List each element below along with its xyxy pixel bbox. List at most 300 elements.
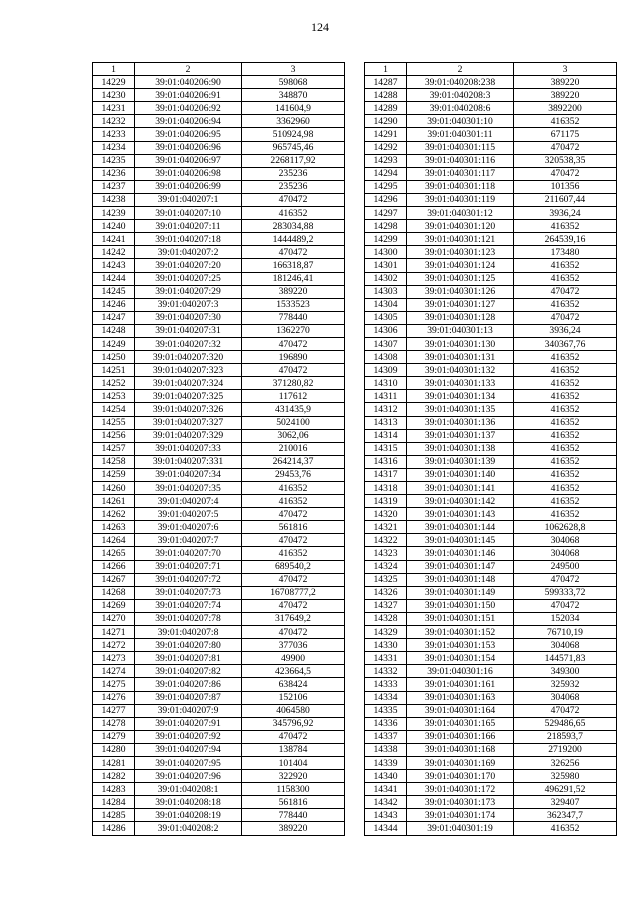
row-number-cell: 14251 xyxy=(93,364,135,377)
cadastral-number-cell: 39:01:040208:1 xyxy=(135,783,242,796)
table-row xyxy=(365,220,617,233)
table-row xyxy=(93,207,345,220)
value-cell: 3936,24 xyxy=(514,207,617,220)
row-number-cell: 14301 xyxy=(365,259,407,272)
row-number-cell: 14253 xyxy=(93,390,135,403)
value-cell: 470472 xyxy=(242,337,345,350)
cadastral-number-cell: 39:01:040301:164 xyxy=(407,704,514,717)
value-cell: 778440 xyxy=(242,311,345,324)
value-cell: 599333,72 xyxy=(514,586,617,599)
table-row xyxy=(365,259,617,272)
cadastral-number-cell: 39:01:040207:327 xyxy=(135,416,242,429)
table-row xyxy=(93,783,345,796)
cadastral-number-cell: 39:01:040206:98 xyxy=(135,167,242,180)
row-number-cell: 14323 xyxy=(365,547,407,560)
cadastral-number-cell: 39:01:040301:126 xyxy=(407,285,514,298)
cadastral-number-cell: 39:01:040208:6 xyxy=(407,102,514,115)
value-cell: 283034,88 xyxy=(242,220,345,233)
row-number-cell: 14330 xyxy=(365,639,407,652)
row-number-cell: 14295 xyxy=(365,180,407,193)
cadastral-number-cell: 39:01:040301:170 xyxy=(407,770,514,783)
row-number-cell: 14341 xyxy=(365,783,407,796)
table-row xyxy=(93,429,345,442)
cadastral-number-cell: 39:01:040301:141 xyxy=(407,482,514,495)
table-row xyxy=(93,180,345,193)
row-number-cell: 14262 xyxy=(93,508,135,521)
cadastral-number-cell: 39:01:040207:82 xyxy=(135,665,242,678)
row-number-cell: 14339 xyxy=(365,756,407,769)
cadastral-number-cell: 39:01:040301:144 xyxy=(407,521,514,534)
table-row xyxy=(365,796,617,809)
row-number-cell: 14324 xyxy=(365,560,407,573)
row-number-cell: 14286 xyxy=(93,822,135,835)
row-number-cell: 14275 xyxy=(93,678,135,691)
table-row xyxy=(365,180,617,193)
cadastral-number-cell: 39:01:040301:165 xyxy=(407,717,514,730)
row-number-cell: 14316 xyxy=(365,455,407,468)
row-number-cell: 14255 xyxy=(93,416,135,429)
row-number-cell: 14247 xyxy=(93,311,135,324)
table-row xyxy=(93,534,345,547)
value-cell: 340367,76 xyxy=(514,337,617,350)
cadastral-number-cell: 39:01:040301:124 xyxy=(407,259,514,272)
value-cell: 470472 xyxy=(242,599,345,612)
table-row xyxy=(365,141,617,154)
value-cell: 416352 xyxy=(242,482,345,495)
value-cell: 561816 xyxy=(242,521,345,534)
value-cell: 416352 xyxy=(514,403,617,416)
row-number-cell: 14340 xyxy=(365,770,407,783)
row-number-cell: 14343 xyxy=(365,809,407,822)
table-row xyxy=(365,743,617,756)
value-cell: 416352 xyxy=(514,416,617,429)
table-row xyxy=(365,521,617,534)
row-number-cell: 14337 xyxy=(365,730,407,743)
table-row xyxy=(93,351,345,364)
value-cell: 304068 xyxy=(514,534,617,547)
value-cell: 349300 xyxy=(514,665,617,678)
table-row xyxy=(93,809,345,822)
cadastral-number-cell: 39:01:040207:71 xyxy=(135,560,242,573)
row-number-cell: 14308 xyxy=(365,351,407,364)
value-cell: 235236 xyxy=(242,180,345,193)
table-row xyxy=(365,390,617,403)
table-row xyxy=(93,508,345,521)
table-row xyxy=(365,102,617,115)
row-number-cell: 14338 xyxy=(365,743,407,756)
table-row xyxy=(365,115,617,128)
value-cell: 470472 xyxy=(514,167,617,180)
value-cell: 325980 xyxy=(514,770,617,783)
row-number-cell: 14297 xyxy=(365,207,407,220)
table-row xyxy=(365,482,617,495)
cadastral-number-cell: 39:01:040207:73 xyxy=(135,586,242,599)
cadastral-number-cell: 39:01:040301:140 xyxy=(407,468,514,481)
row-number-cell: 14296 xyxy=(365,193,407,206)
row-number-cell: 14293 xyxy=(365,154,407,167)
table-row xyxy=(93,337,345,350)
cadastral-number-cell: 39:01:040207:92 xyxy=(135,730,242,743)
row-number-cell: 14232 xyxy=(93,115,135,128)
cadastral-number-cell: 39:01:040301:161 xyxy=(407,678,514,691)
row-number-cell: 14328 xyxy=(365,612,407,625)
row-number-cell: 14289 xyxy=(365,102,407,115)
table-row xyxy=(365,573,617,586)
table-row xyxy=(365,547,617,560)
cadastral-number-cell: 39:01:040207:11 xyxy=(135,220,242,233)
value-cell: 166318,87 xyxy=(242,259,345,272)
row-number-cell: 14243 xyxy=(93,259,135,272)
row-number-cell: 14271 xyxy=(93,626,135,639)
table-row xyxy=(93,233,345,246)
row-number-cell: 14333 xyxy=(365,678,407,691)
value-cell: 1062628,8 xyxy=(514,521,617,534)
cadastral-number-cell: 39:01:040207:326 xyxy=(135,403,242,416)
table-row xyxy=(365,730,617,743)
table-row xyxy=(93,89,345,102)
cadastral-number-cell: 39:01:040301:150 xyxy=(407,599,514,612)
table-row xyxy=(93,298,345,311)
cadastral-number-cell: 39:01:040207:30 xyxy=(135,311,242,324)
cadastral-number-cell: 39:01:040301:125 xyxy=(407,272,514,285)
value-cell: 1444489,2 xyxy=(242,233,345,246)
row-number-cell: 14320 xyxy=(365,508,407,521)
value-cell: 371280,82 xyxy=(242,377,345,390)
cadastral-number-cell: 39:01:040301:12 xyxy=(407,207,514,220)
table-row xyxy=(93,678,345,691)
table-row xyxy=(93,272,345,285)
value-cell: 470472 xyxy=(242,626,345,639)
cadastral-number-cell: 39:01:040301:147 xyxy=(407,560,514,573)
cadastral-number-cell: 39:01:040206:96 xyxy=(135,141,242,154)
cadastral-number-cell: 39:01:040301:120 xyxy=(407,220,514,233)
value-cell: 510924,98 xyxy=(242,128,345,141)
cadastral-number-cell: 39:01:040301:153 xyxy=(407,639,514,652)
cadastral-number-cell: 39:01:040207:70 xyxy=(135,547,242,560)
row-number-cell: 14241 xyxy=(93,233,135,246)
cadastral-number-cell: 39:01:040207:74 xyxy=(135,599,242,612)
row-number-cell: 14236 xyxy=(93,167,135,180)
cadastral-number-cell: 39:01:040301:143 xyxy=(407,508,514,521)
cadastral-number-cell: 39:01:040207:6 xyxy=(135,521,242,534)
row-number-cell: 14326 xyxy=(365,586,407,599)
value-cell: 598068 xyxy=(242,76,345,89)
row-number-cell: 14290 xyxy=(365,115,407,128)
cadastral-number-cell: 39:01:040301:149 xyxy=(407,586,514,599)
row-number-cell: 14302 xyxy=(365,272,407,285)
row-number-cell: 14311 xyxy=(365,390,407,403)
value-cell: 470472 xyxy=(514,141,617,154)
cadastral-number-cell: 39:01:040301:174 xyxy=(407,809,514,822)
value-cell: 144571,83 xyxy=(514,652,617,665)
value-cell: 470472 xyxy=(242,193,345,206)
table-row xyxy=(93,285,345,298)
row-number-cell: 14278 xyxy=(93,717,135,730)
row-number-cell: 14260 xyxy=(93,482,135,495)
cadastral-number-cell: 39:01:040301:13 xyxy=(407,324,514,337)
value-cell: 304068 xyxy=(514,691,617,704)
row-number-cell: 14300 xyxy=(365,246,407,259)
table-row xyxy=(365,560,617,573)
row-number-cell: 14282 xyxy=(93,770,135,783)
row-number-cell: 14322 xyxy=(365,534,407,547)
cadastral-number-cell: 39:01:040208:18 xyxy=(135,796,242,809)
table-row xyxy=(365,442,617,455)
table-row xyxy=(365,403,617,416)
row-number-cell: 14277 xyxy=(93,704,135,717)
cadastral-number-cell: 39:01:040301:136 xyxy=(407,416,514,429)
value-cell: 152034 xyxy=(514,612,617,625)
value-cell: 3936,24 xyxy=(514,324,617,337)
cadastral-number-cell: 39:01:040301:115 xyxy=(407,141,514,154)
value-cell: 3062,06 xyxy=(242,429,345,442)
table-row xyxy=(93,730,345,743)
row-number-cell: 14319 xyxy=(365,495,407,508)
row-number-cell: 14317 xyxy=(365,468,407,481)
table-row xyxy=(93,259,345,272)
row-number-cell: 14257 xyxy=(93,442,135,455)
row-number-cell: 14249 xyxy=(93,337,135,350)
row-number-cell: 14234 xyxy=(93,141,135,154)
table-row xyxy=(365,678,617,691)
table-row xyxy=(93,743,345,756)
row-number-cell: 14230 xyxy=(93,89,135,102)
cadastral-number-cell: 39:01:040301:166 xyxy=(407,730,514,743)
value-cell: 181246,41 xyxy=(242,272,345,285)
value-cell: 470472 xyxy=(242,730,345,743)
value-cell: 416352 xyxy=(514,115,617,128)
table-row xyxy=(365,652,617,665)
left-table-body xyxy=(93,63,345,836)
value-cell: 470472 xyxy=(514,285,617,298)
cadastral-number-cell: 39:01:040207:18 xyxy=(135,233,242,246)
table-row xyxy=(93,586,345,599)
cadastral-number-cell: 39:01:040208:2 xyxy=(135,822,242,835)
cadastral-number-cell: 39:01:040301:127 xyxy=(407,298,514,311)
row-number-cell: 14288 xyxy=(365,89,407,102)
value-cell: 1158300 xyxy=(242,783,345,796)
value-cell: 416352 xyxy=(242,547,345,560)
cadastral-number-cell: 39:01:040206:91 xyxy=(135,89,242,102)
value-cell: 671175 xyxy=(514,128,617,141)
cadastral-number-cell: 39:01:040207:87 xyxy=(135,691,242,704)
value-cell: 173480 xyxy=(514,246,617,259)
value-cell: 470472 xyxy=(242,364,345,377)
cadastral-number-cell: 39:01:040301:151 xyxy=(407,612,514,625)
table-row xyxy=(365,717,617,730)
value-cell: 470472 xyxy=(514,573,617,586)
table-row xyxy=(93,102,345,115)
value-cell: 101356 xyxy=(514,180,617,193)
row-number-cell: 14344 xyxy=(365,822,407,835)
row-number-cell: 14264 xyxy=(93,534,135,547)
table-row xyxy=(365,665,617,678)
value-cell: 416352 xyxy=(514,468,617,481)
value-cell: 416352 xyxy=(514,442,617,455)
row-number-cell: 14299 xyxy=(365,233,407,246)
value-cell: 304068 xyxy=(514,639,617,652)
table-row xyxy=(93,246,345,259)
value-cell: 416352 xyxy=(514,377,617,390)
cadastral-number-cell: 39:01:040207:29 xyxy=(135,285,242,298)
table-row xyxy=(365,756,617,769)
row-number-cell: 14237 xyxy=(93,180,135,193)
row-number-cell: 14291 xyxy=(365,128,407,141)
row-number-cell: 14315 xyxy=(365,442,407,455)
cadastral-number-cell: 39:01:040207:96 xyxy=(135,770,242,783)
row-number-cell: 14304 xyxy=(365,298,407,311)
value-cell: 416352 xyxy=(514,495,617,508)
row-number-cell: 14261 xyxy=(93,495,135,508)
value-cell: 416352 xyxy=(514,455,617,468)
cadastral-number-cell: 39:01:040207:331 xyxy=(135,455,242,468)
cadastral-number-cell: 39:01:040207:34 xyxy=(135,468,242,481)
table-row xyxy=(365,455,617,468)
cadastral-number-cell: 39:01:040207:72 xyxy=(135,573,242,586)
value-cell: 470472 xyxy=(514,704,617,717)
row-number-cell: 14292 xyxy=(365,141,407,154)
value-cell: 4064580 xyxy=(242,704,345,717)
cadastral-number-cell: 39:01:040207:320 xyxy=(135,351,242,364)
row-number-cell: 14332 xyxy=(365,665,407,678)
row-number-cell: 14331 xyxy=(365,652,407,665)
table-header-row xyxy=(93,63,345,76)
table-row xyxy=(365,272,617,285)
row-number-cell: 14254 xyxy=(93,403,135,416)
cadastral-number-cell: 39:01:040301:146 xyxy=(407,547,514,560)
cadastral-number-cell: 39:01:040301:16 xyxy=(407,665,514,678)
row-number-cell: 14312 xyxy=(365,403,407,416)
value-cell: 141604,9 xyxy=(242,102,345,115)
value-cell: 3892200 xyxy=(514,102,617,115)
table-row xyxy=(365,770,617,783)
table-row xyxy=(93,311,345,324)
cadastral-number-cell: 39:01:040207:3 xyxy=(135,298,242,311)
table-row xyxy=(93,599,345,612)
table-row xyxy=(93,324,345,337)
value-cell: 317649,2 xyxy=(242,612,345,625)
row-number-cell: 14235 xyxy=(93,154,135,167)
table-row xyxy=(365,626,617,639)
table-row xyxy=(365,468,617,481)
table-row xyxy=(365,783,617,796)
value-cell: 416352 xyxy=(514,390,617,403)
table-row xyxy=(93,612,345,625)
table-row xyxy=(365,193,617,206)
value-cell: 778440 xyxy=(242,809,345,822)
row-number-cell: 14307 xyxy=(365,337,407,350)
table-row xyxy=(93,141,345,154)
value-cell: 329407 xyxy=(514,796,617,809)
page-number: 124 xyxy=(311,20,329,34)
value-cell: 470472 xyxy=(514,311,617,324)
row-number-cell: 14265 xyxy=(93,547,135,560)
row-number-cell: 14314 xyxy=(365,429,407,442)
row-number-cell: 14231 xyxy=(93,102,135,115)
value-cell: 561816 xyxy=(242,796,345,809)
table-row xyxy=(365,298,617,311)
table-row xyxy=(365,246,617,259)
value-cell: 322920 xyxy=(242,770,345,783)
table-row xyxy=(365,154,617,167)
cadastral-number-cell: 39:01:040301:154 xyxy=(407,652,514,665)
row-number-cell: 14270 xyxy=(93,612,135,625)
table-row xyxy=(365,822,617,835)
value-cell: 416352 xyxy=(514,298,617,311)
table-row xyxy=(93,547,345,560)
cadastral-number-cell: 39:01:040301:135 xyxy=(407,403,514,416)
row-number-cell: 14267 xyxy=(93,573,135,586)
value-cell: 389220 xyxy=(514,76,617,89)
row-number-cell: 14279 xyxy=(93,730,135,743)
value-cell: 689540,2 xyxy=(242,560,345,573)
cadastral-number-cell: 39:01:040207:35 xyxy=(135,482,242,495)
value-cell: 389220 xyxy=(514,89,617,102)
value-cell: 320538,35 xyxy=(514,154,617,167)
table-row xyxy=(365,364,617,377)
cadastral-number-cell: 39:01:040207:1 xyxy=(135,193,242,206)
cadastral-number-cell: 39:01:040301:145 xyxy=(407,534,514,547)
row-number-cell: 14283 xyxy=(93,783,135,796)
value-cell: 29453,76 xyxy=(242,468,345,481)
cadastral-number-cell: 39:01:040301:173 xyxy=(407,796,514,809)
row-number-cell: 14335 xyxy=(365,704,407,717)
cadastral-number-cell: 39:01:040301:123 xyxy=(407,246,514,259)
cadastral-number-cell: 39:01:040207:4 xyxy=(135,495,242,508)
value-cell: 470472 xyxy=(514,599,617,612)
row-number-cell: 14327 xyxy=(365,599,407,612)
cadastral-number-cell: 39:01:040301:118 xyxy=(407,180,514,193)
value-cell: 345796,92 xyxy=(242,717,345,730)
table-row xyxy=(93,626,345,639)
cadastral-number-cell: 39:01:040207:10 xyxy=(135,207,242,220)
value-cell: 152106 xyxy=(242,691,345,704)
row-number-cell: 14250 xyxy=(93,351,135,364)
value-cell: 377036 xyxy=(242,639,345,652)
cadastral-number-cell: 39:01:040207:2 xyxy=(135,246,242,259)
row-number-cell: 14298 xyxy=(365,220,407,233)
cadastral-number-cell: 39:01:040301:133 xyxy=(407,377,514,390)
cadastral-number-cell: 39:01:040207:324 xyxy=(135,377,242,390)
value-cell: 362347,7 xyxy=(514,809,617,822)
table-row xyxy=(365,704,617,717)
row-number-cell: 14294 xyxy=(365,167,407,180)
right-table xyxy=(364,62,617,836)
row-number-cell: 14272 xyxy=(93,639,135,652)
value-cell: 431435,9 xyxy=(242,403,345,416)
value-cell: 416352 xyxy=(514,508,617,521)
value-cell: 416352 xyxy=(242,207,345,220)
row-number-cell: 14269 xyxy=(93,599,135,612)
cadastral-number-cell: 39:01:040207:25 xyxy=(135,272,242,285)
cadastral-number-cell: 39:01:040206:90 xyxy=(135,76,242,89)
row-number-cell: 14263 xyxy=(93,521,135,534)
value-cell: 326256 xyxy=(514,756,617,769)
row-number-cell: 14280 xyxy=(93,743,135,756)
value-cell: 218593,7 xyxy=(514,730,617,743)
row-number-cell: 14285 xyxy=(93,809,135,822)
value-cell: 416352 xyxy=(514,822,617,835)
table-row xyxy=(365,76,617,89)
cadastral-number-cell: 39:01:040301:172 xyxy=(407,783,514,796)
cadastral-number-cell: 39:01:040301:130 xyxy=(407,337,514,350)
table-row xyxy=(365,534,617,547)
row-number-cell: 14244 xyxy=(93,272,135,285)
table-row xyxy=(93,665,345,678)
row-number-cell: 14273 xyxy=(93,652,135,665)
cadastral-number-cell: 39:01:040207:81 xyxy=(135,652,242,665)
table-header-row xyxy=(365,63,617,76)
